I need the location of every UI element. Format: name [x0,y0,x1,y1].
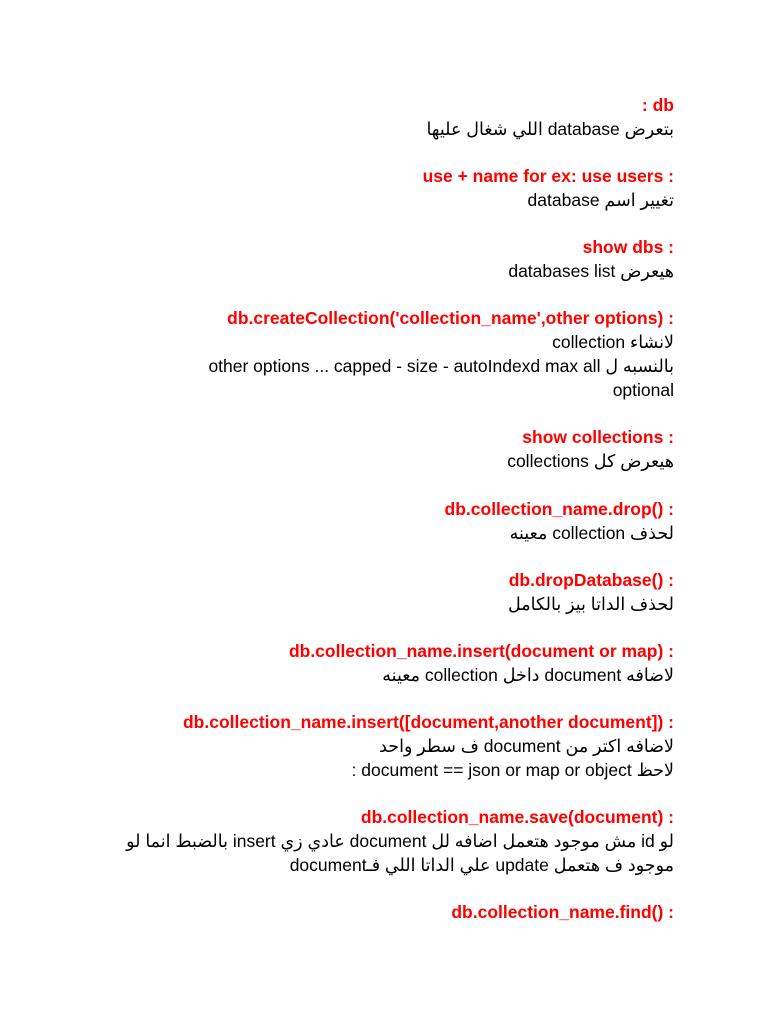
section-drop [74,497,674,545]
description-line: لانشاء collection [552,332,674,352]
section-drop-database [74,568,674,616]
description-line: هيعرض كل collections [507,451,674,471]
section-db [74,93,674,141]
command-heading: db.collection_name.insert(document or map) : [288,641,674,661]
description-line: لحذف الداتا بيز بالكامل [508,594,674,614]
description-line: لاحظ document == json or map or object : [351,760,674,780]
section-insert [74,639,674,687]
section-save [74,805,674,877]
description-line: optional [612,380,674,400]
command-heading: show dbs : [582,237,674,257]
description-line: بتعرض database اللي شغال عليها [426,119,674,139]
command-heading: db.collection_name.save(document) : [360,807,674,827]
command-heading: db.collection_name.drop() : [444,499,674,519]
description-line: لو id مش موجود هتعمل اضافه لل document عادي زي insert بالضبط انما لو [126,831,674,851]
section-create-collection [74,306,674,402]
section-find [74,900,674,924]
description-line: هيعرض databases list [508,261,674,281]
description-line: موجود ف هتعمل update علي الداتا اللي فـdocument [289,855,674,875]
section-insert-many [74,710,674,782]
description-line: لاضافه document داخل collection معينه [382,665,674,685]
command-heading: db.dropDatabase() : [508,570,674,590]
command-heading: show collections : [522,427,674,447]
description-line: لحذف collection معينه [509,523,674,543]
command-heading: db.createCollection('collection_name',other options) : [227,308,674,328]
description-line: تغيير اسم database [527,190,674,210]
command-heading: db.collection_name.find() : [451,902,674,922]
command-heading: : db [641,95,674,115]
section-show-collections [74,425,674,473]
section-use [74,164,674,212]
description-line: بالنسبه ل other options ... capped - size - autoIndexd max all [208,356,674,376]
command-heading: use + name for ex: use users : [422,166,674,186]
description-line: لاضافه اكتر من document ف سطر واحد [379,736,674,756]
section-show-dbs [74,235,674,283]
command-heading: db.collection_name.insert([document,another document]) : [182,712,674,732]
